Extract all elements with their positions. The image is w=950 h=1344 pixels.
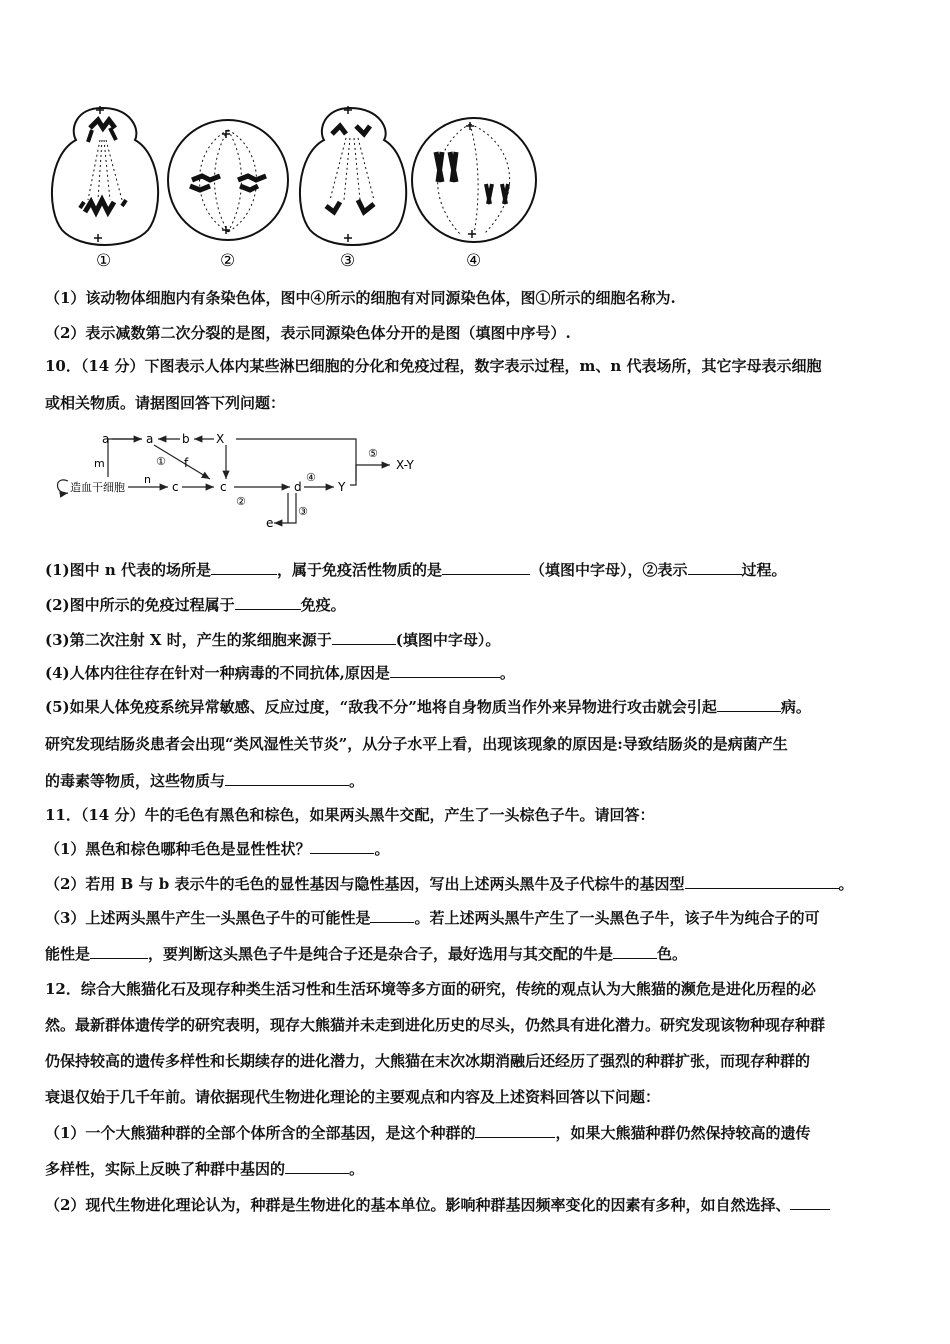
q10-sub1: [45, 560, 910, 580]
e-label: e: [266, 516, 274, 530]
cell-3-label: ③: [340, 251, 356, 270]
q10-sub2-b: 免疫。: [300, 596, 346, 614]
q10-sub5-line2: 研究发现结肠炎患者会出现“类风湿性关节炎”，从分子水平上看，出现该现象的原因是:导致结肠炎的是病菌产生: [45, 735, 788, 753]
answer-blank-process2[interactable]: [688, 560, 742, 575]
c-label-2: c: [220, 480, 227, 494]
q10-sub1-d: 过程。: [741, 561, 787, 579]
q12-line2: 然。最新群体遗传学的研究表明，现存大熊猫并未走到进化历史的尽头，仍然具有进化潜力。研究发现该物种现存种群: [45, 1016, 826, 1034]
q10-sub4-a: (4)人体内往往存在针对一种病毒的不同抗体,原因是: [45, 664, 390, 682]
q11-sub3-line2: [45, 944, 910, 964]
q11-sub3-d: ，要判断这头黑色子牛是纯合子还是杂合子，最好选用与其交配的牛是: [148, 945, 614, 963]
step5-label: ⑤: [368, 447, 378, 460]
step3-label: ③: [298, 505, 308, 518]
q10-sub2: [45, 595, 910, 615]
q10-sub5: [45, 697, 910, 717]
q10-intro-line2: 或相关物质。请据图回答下列问题：: [45, 394, 286, 412]
answer-blank-gene-pool[interactable]: [475, 1123, 555, 1138]
q10-sub3-b: (填图中字母）。: [395, 631, 501, 649]
q12-line3: 仍保持较高的遗传多样性和长期续存的进化潜力，大熊猫在末次冰期消融后还经历了强烈的种群扩张，而现存种群的: [45, 1052, 811, 1070]
q10-sub5-d: 的毒素等物质，这些物质与: [45, 772, 226, 790]
n-label: n: [144, 473, 151, 486]
q12-sub1-a: （1）一个大熊猫种群的全部个体所含的全部基因，是这个种群的: [45, 1124, 476, 1142]
c-label-1: c: [172, 480, 179, 494]
q11-intro: 11．（14 分）牛的毛色有黑色和棕色，如果两头黑牛交配，产生了一头棕色子牛。请回答：: [45, 806, 655, 824]
q9-part1: （1）该动物体细胞内有条染色体，图中④所示的细胞有对同源染色体，图①所示的细胞名称为.: [45, 289, 676, 307]
step4-label: ④: [306, 471, 316, 484]
q10-sub3: [45, 630, 910, 650]
a-label-1: a: [102, 432, 110, 446]
q11-sub3-c: 能性是: [45, 945, 91, 963]
answer-blank-n[interactable]: [211, 560, 277, 575]
answer-blank-disease[interactable]: [717, 697, 781, 712]
q12-sub1: [45, 1123, 910, 1143]
f-label: f: [184, 456, 189, 470]
q10-sub5-b: 病。: [780, 698, 811, 716]
answer-blank-genotype[interactable]: [685, 874, 839, 889]
q11-sub2: [45, 874, 910, 894]
q11-sub3-b: 。若上述两头黑牛产生了一头黑色子牛，该子牛为纯合子的可: [414, 909, 820, 927]
cell-2-label: ②: [220, 251, 236, 270]
answer-blank-probability[interactable]: [370, 908, 414, 923]
q12-sub1-line2: [45, 1159, 910, 1179]
x-label: X: [216, 432, 225, 446]
q11-sub3: [45, 908, 910, 928]
q11-sub1-a: （1）黑色和棕色哪种毛色是显性性状？: [45, 840, 311, 858]
q12-sub1-c: 多样性，实际上反映了种群中基因的: [45, 1160, 286, 1178]
answer-blank-active-substance[interactable]: [442, 560, 530, 575]
q10-sub3-a: (3)第二次注射 X 时，产生的浆细胞来源于: [45, 631, 332, 649]
q10-sub2-a: (2)图中所示的免疫过程属于: [45, 596, 235, 614]
answer-blank-mate-color[interactable]: [613, 944, 657, 959]
q10-sub5-line3: [45, 771, 910, 791]
q11-sub3-e: 色。: [657, 945, 688, 963]
q10-sub5-a: (5)如果人体免疫系统异常敏感、反应过度，“敌我不分”地将自身物质当作外来异物进行攻击就会引起: [45, 698, 717, 716]
q9-part2: （2）表示减数第二次分裂的是图，表示同源染色体分开的是图（填图中序号）.: [45, 324, 571, 342]
cell-4: [412, 118, 536, 242]
y-label: Y: [338, 480, 346, 494]
q10-sub1-b: ，属于免疫活性物质的是: [276, 561, 442, 579]
q10-sub4-b: 。: [499, 664, 515, 682]
m-label: m: [94, 457, 105, 470]
q12-sub2-a: （2）现代生物进化理论认为，种群是生物进化的基本单位。影响种群基因频率变化的因素有多种，如自然选择、: [45, 1196, 791, 1214]
answer-blank-gene-diversity[interactable]: [285, 1159, 349, 1174]
step1-label: ①: [156, 455, 166, 468]
d-label: d: [294, 480, 302, 494]
q12-line1: 12．综合大熊猫化石及现存种类生活习性和生活环境等多方面的研究，传统的观点认为大熊猫的濒危是进化历程的必: [45, 980, 816, 998]
b-label: b: [182, 432, 190, 446]
q10-sub1-a: (1)图中 n 代表的场所是: [45, 561, 211, 579]
q10-sub1-c: （填图中字母），②表示: [530, 561, 688, 579]
answer-blank-toxin[interactable]: [225, 771, 349, 786]
step2-label: ②: [236, 495, 246, 508]
answer-blank-dominant[interactable]: [310, 839, 374, 854]
immune-process-diagram: [50, 425, 450, 535]
q11-sub2-b: 。: [838, 875, 854, 893]
answer-blank-homozygous[interactable]: [90, 944, 148, 959]
cell-4-label: ④: [466, 251, 482, 270]
answer-blank-factor[interactable]: [790, 1195, 830, 1210]
q11-sub1-b: 。: [374, 840, 390, 858]
cell-1: [52, 106, 158, 245]
q12-sub1-d: 。: [349, 1160, 365, 1178]
q10-sub4: [45, 663, 910, 683]
q11-sub2-a: （2）若用 B 与 b 表示牛的毛色的显性基因与隐性基因，写出上述两头黑牛及子代棕牛的基因型: [45, 875, 685, 893]
q12-sub1-b: ，如果大熊猫种群仍然保持较高的遗传: [555, 1124, 811, 1142]
q10-sub5-e: 。: [349, 772, 365, 790]
xy-label: X-Y: [396, 458, 414, 472]
cell-division-figure: [40, 100, 550, 270]
q11-sub1: [45, 839, 910, 859]
answer-blank-immunity-type[interactable]: [235, 595, 301, 610]
cell-1-label: ①: [96, 251, 112, 270]
q12-line4: 衰退仅始于几千年前。请依据现代生物进化理论的主要观点和内容及上述资料回答以下问题：: [45, 1088, 661, 1106]
cell-2: [168, 120, 288, 240]
answer-blank-antibody-reason[interactable]: [390, 663, 500, 678]
q12-sub2: [45, 1195, 910, 1215]
stem-cell-label: 造血干细胞: [70, 481, 125, 494]
cell-3: [300, 106, 406, 245]
q11-sub3-a: （3）上述两头黑牛产生一头黑色子牛的可能性是: [45, 909, 371, 927]
answer-blank-plasma-source[interactable]: [332, 630, 396, 645]
q10-intro-line1: 10．（14 分）下图表示人体内某些淋巴细胞的分化和免疫过程，数字表示过程，m、n 代表场所，其它字母表示细胞: [45, 357, 822, 375]
a-label-2: a: [146, 432, 154, 446]
